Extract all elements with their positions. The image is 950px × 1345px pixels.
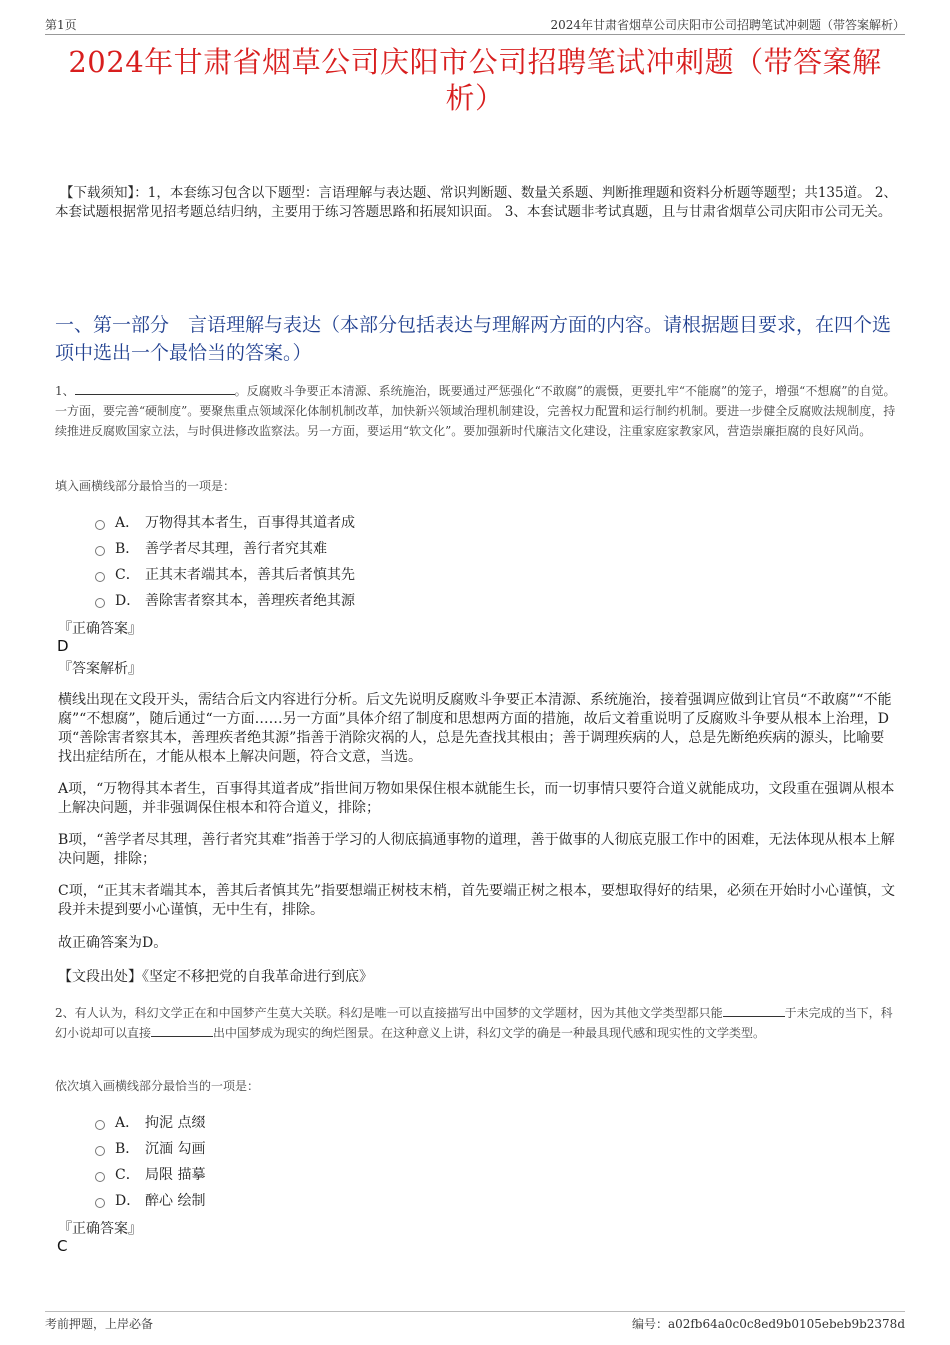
document-title: 2024年甘肃省烟草公司庆阳市公司招聘笔试冲刺题（带答案解析） <box>68 45 882 115</box>
option-b[interactable] <box>95 1135 205 1161</box>
option-letter: D． <box>115 593 141 609</box>
question-1-options <box>95 509 355 613</box>
radio-button[interactable] <box>95 598 105 608</box>
analysis-conclusion: 故正确答案为D。 <box>58 935 168 951</box>
option-d[interactable] <box>95 1187 205 1213</box>
option-text: 善除害者察其本，善理疾者绝其源 <box>145 593 355 609</box>
radio-button[interactable] <box>95 1146 105 1156</box>
radio-button[interactable] <box>95 1198 105 1208</box>
question-number: 2、 <box>55 1006 75 1020</box>
option-d[interactable] <box>95 587 355 613</box>
option-letter: C． <box>115 567 140 583</box>
option-letter: A． <box>115 515 140 531</box>
radio-button[interactable] <box>95 1120 105 1130</box>
option-text: 沉湎 勾画 <box>145 1141 206 1157</box>
fill-blank <box>723 1005 785 1017</box>
option-a[interactable] <box>95 1109 205 1135</box>
option-text: 醉心 绘制 <box>145 1193 206 1209</box>
footer-slogan: 考前押题，上岸必备 <box>45 1317 154 1331</box>
header-doc-title: 2024年甘肃省烟草公司庆阳市公司招聘笔试冲刺题（带答案解析） <box>550 18 905 32</box>
option-a[interactable] <box>95 509 355 535</box>
footer-serial: 编号：a02fb64a0c0c8ed9b0105ebeb9b2378d <box>631 1317 905 1331</box>
fill-blank <box>151 1025 213 1037</box>
option-text: 局限 描摹 <box>145 1167 206 1183</box>
option-b[interactable] <box>95 535 355 561</box>
radio-button[interactable] <box>95 572 105 582</box>
option-text: 拘泥 点缀 <box>145 1115 206 1131</box>
analysis-paragraph: B项，“善学者尽其理，善行者究其难”指善于学习的人彻底搞通事物的道理，善于做事的人彻底克服工作中的困难，无法体现从根本上解决问题，排除； <box>58 832 895 867</box>
page-header <box>45 14 905 35</box>
option-letter: C． <box>115 1167 140 1183</box>
analysis-label: 『答案解析』 <box>58 661 142 677</box>
section-heading: 一、第一部分 言语理解与表达（本部分包括表达与理解两方面的内容。请根据题目要求，在四个选项中选出一个最恰当的答案。） <box>55 314 892 364</box>
analysis-paragraph: C项，“正其末者端其本，善其后者慎其先”指要想端正树枝末梢，首先要端正树之根本，要想取得好的结果，必须在开始时小心谨慎，文段并未提到要小心谨慎，无中生有，排除。 <box>58 883 896 918</box>
question-body: 有人认为，科幻文学正在和中国梦产生莫大关联。科幻是唯一可以直接描写出中国梦的文学题材，因为其他文学类型都只能 <box>74 1006 723 1020</box>
option-letter: D． <box>115 1193 141 1209</box>
download-notice: 【下载须知】：1，本套练习包含以下题型：言语理解与表达题、常识判断题、数量关系题、判断推理题和资料分析题等题型；共135道。 2、本套试题根据常见招考题总结归纳，主要用于练习答题思路和拓展知识面。 3、本套试题非考试真题，且与甘肃省烟草公司庆阳市公司无关。 <box>55 185 897 220</box>
option-text: 善学者尽其理，善行者究其难 <box>145 541 327 557</box>
option-c[interactable] <box>95 1161 205 1187</box>
question-body: 于未完成的当下，科幻小说却可以直接 <box>55 1006 893 1040</box>
option-letter: A． <box>115 1115 140 1131</box>
question-1-prompt: 填入画横线部分最恰当的一项是： <box>55 479 236 493</box>
question-body: 。反腐败斗争要正本清源、系统施治，既要通过严惩强化“不敢腐”的震慑，更要扎牢“不能腐”的笼子，增强“不想腐”的自觉。一方面，要完善“硬制度”。要聚焦重点领域深化体制机制改革，加快新兴领域治理机制建设，完善权力配置和运行制约机制。要进一步健全反腐败法规制度，持续推进反腐败国家立法，与时俱进修改监察法。另一方面，要运用“软文化”。要加强新时代廉洁文化建设，注重家庭家教家风，营造崇廉拒腐的良好风尚。 <box>55 384 896 438</box>
question-2-prompt: 依次填入画横线部分最恰当的一项是： <box>55 1079 260 1093</box>
question-2-text <box>55 1003 900 1043</box>
option-letter: B． <box>115 1141 140 1157</box>
analysis-paragraph: A项，“万物得其本者生，百事得其道者成”指世间万物如果保住根本就能生长，而一切事情只要符合道义就能成功，文段重在强调从根本上解决问题，并非强调保住根本和符合道义，排除； <box>58 781 895 816</box>
question-body: 出中国梦成为现实的绚烂图景。在这种意义上讲，科幻文学的确是一种最具现代感和现实性的文学类型。 <box>213 1026 766 1040</box>
radio-button[interactable] <box>95 546 105 556</box>
radio-button[interactable] <box>95 520 105 530</box>
answer-label: 『正确答案』 <box>58 1221 142 1237</box>
page-footer <box>45 1311 905 1334</box>
analysis-paragraph: 横线出现在文段开头，需结合后文内容进行分析。后文先说明反腐败斗争要正本清源、系统施治，接着强调应做到让官员“不敢腐”“不能腐”“不想腐”，随后通过“一方面……另一方面”具体介绍了制度和思想两方面的措施，故后文着重说明了反腐败斗争要从根本上治理，D项“善除害者察其本，善理疾者绝其源”指善于消除灾祸的人，总是先查找其根由；善于调理疾病的人，总是先断绝疾病的源头，比喻要找出症结所在，才能从根本上解决问题，符合文意，当选。 <box>58 692 892 765</box>
option-letter: B． <box>115 541 140 557</box>
fill-blank <box>75 383 235 395</box>
option-text: 万物得其本者生，百事得其道者成 <box>145 515 355 531</box>
page-number: 第1页 <box>45 18 77 32</box>
radio-button[interactable] <box>95 1172 105 1182</box>
answer-value: D <box>57 637 69 655</box>
answer-label: 『正确答案』 <box>58 621 142 637</box>
question-1-text <box>55 381 900 441</box>
source-citation: 【文段出处】《坚定不移把党的自我革命进行到底》 <box>58 969 373 985</box>
question-number: 1、 <box>55 384 75 398</box>
option-text: 正其末者端其本，善其后者慎其先 <box>145 567 355 583</box>
answer-value: C <box>57 1237 68 1255</box>
option-c[interactable] <box>95 561 355 587</box>
question-2-options <box>95 1109 205 1213</box>
